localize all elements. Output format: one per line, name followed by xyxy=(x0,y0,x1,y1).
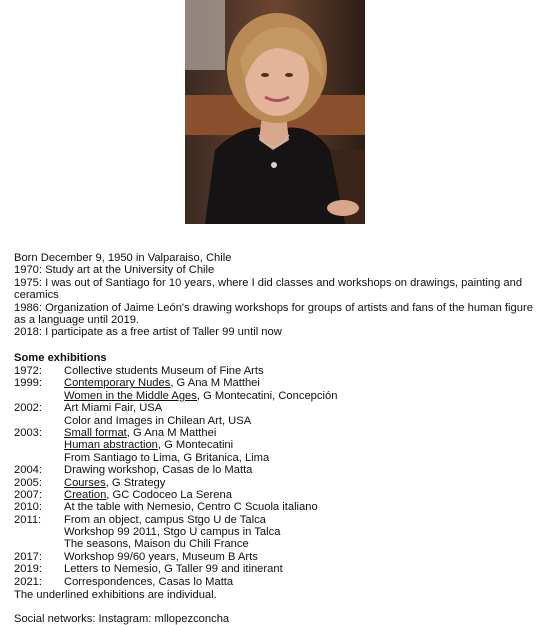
exhibition-row xyxy=(14,365,540,377)
exhibition-details: , G Strategy xyxy=(105,476,166,489)
exhibition-details: Workshop 99 2011, Stgo U campus in Talca xyxy=(64,526,281,539)
exhibition-year xyxy=(14,526,64,538)
bio-line-2018: 2018: I participate as a free artist of Taller 99 until now xyxy=(14,326,282,339)
exhibition-row xyxy=(14,439,540,451)
exhibition-details: Drawing workshop, Casas de lo Matta xyxy=(64,464,253,477)
exhibition-text xyxy=(64,526,540,538)
exhibition-text xyxy=(64,390,540,402)
exhibition-row xyxy=(14,538,540,550)
exhibition-row xyxy=(14,427,540,439)
bio-line-born: Born December 9, 1950 in Valparaiso, Chile xyxy=(14,252,232,264)
exhibition-year: 2004: xyxy=(14,464,42,477)
exhibition-year: 2011: xyxy=(14,513,42,526)
exhibition-row xyxy=(14,464,540,476)
exhibition-text xyxy=(64,563,540,575)
exhibition-row xyxy=(14,576,540,588)
exhibition-text xyxy=(64,551,540,563)
exhibition-details: Workshop 99/60 years, Museum B Arts xyxy=(64,550,258,563)
exhibition-details: From Santiago to Lima, G Britanica, Lima xyxy=(64,451,270,464)
exhibition-text xyxy=(64,427,540,439)
exhibition-year: 2010: xyxy=(14,501,42,514)
exhibition-text xyxy=(64,514,540,526)
exhibition-details: , G Ana M Matthei xyxy=(126,426,217,439)
exhibition-row xyxy=(14,501,540,513)
exhibition-details: , G Montecatini xyxy=(157,439,234,452)
exhibition-text xyxy=(64,477,540,489)
exhibition-year xyxy=(14,452,64,464)
bio-line-1970: 1970: Study art at the University of Chile xyxy=(14,264,215,277)
exhibition-details: , GC Codoceo La Serena xyxy=(106,488,232,501)
exhibition-row xyxy=(14,514,540,526)
exhibition-details: Letters to Nemesio, G Taller 99 and itinerant xyxy=(64,563,283,576)
exhibition-year: 1972: xyxy=(14,365,42,377)
exhibition-row xyxy=(14,415,540,427)
exhibition-year: 2007: xyxy=(14,488,42,501)
exhibition-text xyxy=(64,402,540,414)
exhibition-row xyxy=(14,377,540,389)
exhibition-individual-title: Human abstraction xyxy=(64,439,158,452)
exhibition-individual-title: Creation xyxy=(64,488,107,501)
exhibition-text xyxy=(64,501,540,513)
exhibition-text xyxy=(64,365,540,377)
exhibition-row xyxy=(14,477,540,489)
exhibition-details: , G Ana M Matthei xyxy=(170,377,260,390)
exhibition-year: 2017: xyxy=(14,550,42,563)
exhibition-text xyxy=(64,576,540,588)
exhibition-row xyxy=(14,489,540,501)
exhibition-row xyxy=(14,390,540,402)
exhibition-details: G Montecatini, Concepción xyxy=(199,389,338,402)
exhibition-text xyxy=(64,464,540,476)
exhibition-individual-title: Small format xyxy=(64,426,127,439)
exhibition-details: Correspondences, Casas lo Matta xyxy=(64,575,234,588)
exhibition-row xyxy=(14,402,540,414)
exhibition-individual-title: Women in the Middle Ages, xyxy=(64,389,200,402)
exhibition-text xyxy=(64,489,540,501)
exhibition-year xyxy=(14,538,64,550)
underline-note: The underlined exhibitions are individual. xyxy=(14,589,217,601)
exhibition-text xyxy=(64,439,540,451)
exhibition-row xyxy=(14,526,540,538)
exhibition-details: Color and Images in Chilean Art, USA xyxy=(64,414,252,427)
exhibition-individual-title: Courses xyxy=(64,476,106,489)
exhibition-text xyxy=(64,377,540,389)
artist-portrait-photo xyxy=(185,0,365,224)
exhibition-row xyxy=(14,551,540,563)
exhibition-text xyxy=(64,452,540,464)
exhibition-year: 2002: xyxy=(14,402,42,415)
exhibitions-heading: Some exhibitions xyxy=(14,352,107,364)
exhibition-details: At the table with Nemesio, Centro C Scuola italiano xyxy=(64,501,318,514)
exhibition-year: 2003: xyxy=(14,426,42,439)
exhibition-text xyxy=(64,538,540,550)
exhibition-details: From an object, campus Stgo U de Talca xyxy=(64,513,266,526)
exhibition-details: Collective students Museum of Fine Arts xyxy=(64,365,264,377)
exhibition-individual-title: Contemporary Nudes xyxy=(64,377,171,390)
exhibition-year: 1999: xyxy=(14,377,42,390)
exhibition-details: The seasons, Maison du Chili France xyxy=(64,538,249,551)
biography xyxy=(14,252,540,339)
exhibition-year xyxy=(14,439,64,451)
bio-line-1975: 1975: I was out of Santiago for 10 years, where I did classes and workshops on drawings, painting and ceramics xyxy=(14,276,523,302)
exhibition-year: 2021: xyxy=(14,575,42,588)
bio-line-1986: 1986: Organization of Jaime León's drawing workshops for groups of artists and fans of the human figure as a language until 2019. xyxy=(14,301,533,327)
portrait-image xyxy=(185,0,365,224)
exhibition-year: 2005: xyxy=(14,476,42,489)
exhibitions-list xyxy=(14,365,540,588)
exhibition-row xyxy=(14,452,540,464)
social-networks: Social networks: Instagram: mllopezconcha xyxy=(14,613,230,625)
exhibition-text xyxy=(64,415,540,427)
exhibition-row xyxy=(14,563,540,575)
exhibition-details: Art Miami Fair, USA xyxy=(64,402,163,415)
exhibition-year xyxy=(14,415,64,427)
exhibition-year xyxy=(14,390,64,402)
exhibition-year: 2019: xyxy=(14,563,42,576)
